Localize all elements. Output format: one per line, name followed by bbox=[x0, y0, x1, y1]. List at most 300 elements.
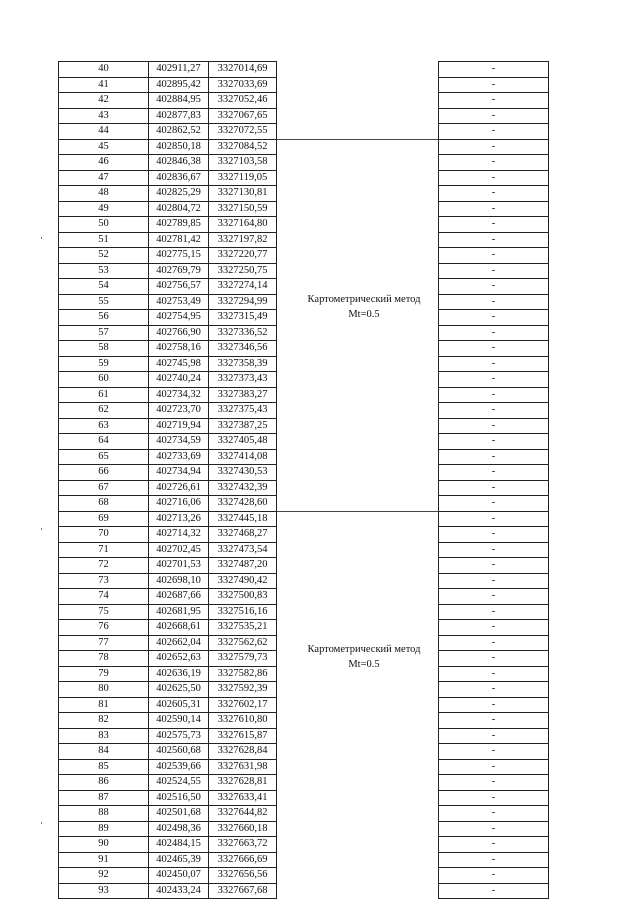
accuracy-cell: - bbox=[439, 697, 549, 713]
accuracy-cell: - bbox=[439, 837, 549, 853]
point-number-cell: 55 bbox=[59, 294, 149, 310]
point-number-cell: 59 bbox=[59, 356, 149, 372]
table-row bbox=[59, 868, 549, 884]
x-coordinate-cell: 402652,63 bbox=[149, 651, 209, 667]
x-coordinate-cell: 402687,66 bbox=[149, 589, 209, 605]
accuracy-cell: - bbox=[439, 480, 549, 496]
method-cell bbox=[277, 248, 439, 264]
point-number-cell: 52 bbox=[59, 248, 149, 264]
y-coordinate-cell: 3327628,84 bbox=[209, 744, 277, 760]
point-number-cell: 49 bbox=[59, 201, 149, 217]
y-coordinate-cell: 3327473,54 bbox=[209, 542, 277, 558]
table-row bbox=[59, 186, 549, 202]
table-row bbox=[59, 387, 549, 403]
accuracy-cell: - bbox=[439, 790, 549, 806]
table-row bbox=[59, 573, 549, 589]
point-number-cell: 89 bbox=[59, 821, 149, 837]
point-number-cell: 41 bbox=[59, 77, 149, 93]
coordinates-table bbox=[58, 61, 549, 899]
point-number-cell: 80 bbox=[59, 682, 149, 698]
accuracy-cell: - bbox=[439, 573, 549, 589]
method-cell bbox=[277, 682, 439, 698]
method-cell bbox=[277, 263, 439, 279]
point-number-cell: 86 bbox=[59, 775, 149, 791]
accuracy-cell: - bbox=[439, 403, 549, 419]
method-cell bbox=[277, 139, 439, 155]
scan-speck bbox=[41, 237, 42, 239]
accuracy-cell: - bbox=[439, 325, 549, 341]
accuracy-cell: - bbox=[439, 883, 549, 899]
table-row bbox=[59, 465, 549, 481]
point-number-cell: 50 bbox=[59, 217, 149, 233]
point-number-cell: 43 bbox=[59, 108, 149, 124]
accuracy-cell: - bbox=[439, 465, 549, 481]
y-coordinate-cell: 3327358,39 bbox=[209, 356, 277, 372]
method-cell bbox=[277, 496, 439, 512]
x-coordinate-cell: 402524,55 bbox=[149, 775, 209, 791]
table-row bbox=[59, 790, 549, 806]
x-coordinate-cell: 402723,70 bbox=[149, 403, 209, 419]
table-row bbox=[59, 496, 549, 512]
x-coordinate-cell: 402734,94 bbox=[149, 465, 209, 481]
y-coordinate-cell: 3327315,49 bbox=[209, 310, 277, 326]
accuracy-cell: - bbox=[439, 806, 549, 822]
table-row bbox=[59, 558, 549, 574]
y-coordinate-cell: 3327592,39 bbox=[209, 682, 277, 698]
method-cell bbox=[277, 759, 439, 775]
point-number-cell: 72 bbox=[59, 558, 149, 574]
y-coordinate-cell: 3327164,80 bbox=[209, 217, 277, 233]
method-cell bbox=[277, 325, 439, 341]
y-coordinate-cell: 3327067,65 bbox=[209, 108, 277, 124]
method-cell bbox=[277, 790, 439, 806]
method-cell bbox=[277, 449, 439, 465]
x-coordinate-cell: 402605,31 bbox=[149, 697, 209, 713]
scan-speck bbox=[41, 528, 42, 530]
table-row bbox=[59, 62, 549, 78]
y-coordinate-cell: 3327150,59 bbox=[209, 201, 277, 217]
accuracy-cell: - bbox=[439, 589, 549, 605]
point-number-cell: 81 bbox=[59, 697, 149, 713]
x-coordinate-cell: 402769,79 bbox=[149, 263, 209, 279]
method-cell bbox=[277, 418, 439, 434]
x-coordinate-cell: 402450,07 bbox=[149, 868, 209, 884]
x-coordinate-cell: 402825,29 bbox=[149, 186, 209, 202]
y-coordinate-cell: 3327445,18 bbox=[209, 511, 277, 527]
y-coordinate-cell: 3327336,52 bbox=[209, 325, 277, 341]
point-number-cell: 53 bbox=[59, 263, 149, 279]
table-row bbox=[59, 713, 549, 729]
x-coordinate-cell: 402719,94 bbox=[149, 418, 209, 434]
point-number-cell: 92 bbox=[59, 868, 149, 884]
method-cell bbox=[277, 124, 439, 140]
y-coordinate-cell: 3327033,69 bbox=[209, 77, 277, 93]
point-number-cell: 54 bbox=[59, 279, 149, 295]
x-coordinate-cell: 402846,38 bbox=[149, 155, 209, 171]
accuracy-cell: - bbox=[439, 93, 549, 109]
table-row bbox=[59, 589, 549, 605]
accuracy-cell: - bbox=[439, 356, 549, 372]
point-number-cell: 69 bbox=[59, 511, 149, 527]
method-cell bbox=[277, 62, 439, 78]
y-coordinate-cell: 3327628,81 bbox=[209, 775, 277, 791]
accuracy-cell: - bbox=[439, 651, 549, 667]
y-coordinate-cell: 3327579,73 bbox=[209, 651, 277, 667]
point-number-cell: 58 bbox=[59, 341, 149, 357]
method-label-2 bbox=[290, 642, 438, 672]
method-cell bbox=[277, 883, 439, 899]
x-coordinate-cell: 402753,49 bbox=[149, 294, 209, 310]
method-cell bbox=[277, 697, 439, 713]
accuracy-cell: - bbox=[439, 124, 549, 140]
table-row bbox=[59, 480, 549, 496]
accuracy-cell: - bbox=[439, 279, 549, 295]
x-coordinate-cell: 402911,27 bbox=[149, 62, 209, 78]
accuracy-cell: - bbox=[439, 217, 549, 233]
method-cell bbox=[277, 821, 439, 837]
accuracy-cell: - bbox=[439, 62, 549, 78]
accuracy-cell: - bbox=[439, 232, 549, 248]
x-coordinate-cell: 402560,68 bbox=[149, 744, 209, 760]
table-row bbox=[59, 775, 549, 791]
accuracy-cell: - bbox=[439, 108, 549, 124]
x-coordinate-cell: 402734,32 bbox=[149, 387, 209, 403]
table-row bbox=[59, 248, 549, 264]
y-coordinate-cell: 3327414,08 bbox=[209, 449, 277, 465]
x-coordinate-cell: 402636,19 bbox=[149, 666, 209, 682]
x-coordinate-cell: 402754,95 bbox=[149, 310, 209, 326]
accuracy-cell: - bbox=[439, 713, 549, 729]
accuracy-cell: - bbox=[439, 496, 549, 512]
accuracy-cell: - bbox=[439, 728, 549, 744]
coordinates-table-body bbox=[59, 62, 549, 899]
y-coordinate-cell: 3327644,82 bbox=[209, 806, 277, 822]
accuracy-cell: - bbox=[439, 744, 549, 760]
y-coordinate-cell: 3327130,81 bbox=[209, 186, 277, 202]
point-number-cell: 90 bbox=[59, 837, 149, 853]
x-coordinate-cell: 402877,83 bbox=[149, 108, 209, 124]
method-cell bbox=[277, 806, 439, 822]
y-coordinate-cell: 3327602,17 bbox=[209, 697, 277, 713]
y-coordinate-cell: 3327615,87 bbox=[209, 728, 277, 744]
table-row bbox=[59, 108, 549, 124]
accuracy-cell: - bbox=[439, 666, 549, 682]
accuracy-cell: - bbox=[439, 852, 549, 868]
point-number-cell: 87 bbox=[59, 790, 149, 806]
table-row bbox=[59, 883, 549, 899]
method-cell bbox=[277, 744, 439, 760]
table-row bbox=[59, 217, 549, 233]
method-label-1 bbox=[290, 292, 438, 322]
accuracy-cell: - bbox=[439, 155, 549, 171]
x-coordinate-cell: 402726,61 bbox=[149, 480, 209, 496]
accuracy-cell: - bbox=[439, 418, 549, 434]
y-coordinate-cell: 3327631,98 bbox=[209, 759, 277, 775]
method-cell bbox=[277, 403, 439, 419]
x-coordinate-cell: 402740,24 bbox=[149, 372, 209, 388]
method-cell bbox=[277, 775, 439, 791]
method-cell bbox=[277, 837, 439, 853]
table-row bbox=[59, 124, 549, 140]
point-number-cell: 71 bbox=[59, 542, 149, 558]
accuracy-cell: - bbox=[439, 635, 549, 651]
y-coordinate-cell: 3327072,55 bbox=[209, 124, 277, 140]
point-number-cell: 73 bbox=[59, 573, 149, 589]
accuracy-cell: - bbox=[439, 186, 549, 202]
point-number-cell: 84 bbox=[59, 744, 149, 760]
y-coordinate-cell: 3327667,68 bbox=[209, 883, 277, 899]
accuracy-cell: - bbox=[439, 775, 549, 791]
accuracy-cell: - bbox=[439, 341, 549, 357]
x-coordinate-cell: 402433,24 bbox=[149, 883, 209, 899]
table-row bbox=[59, 93, 549, 109]
y-coordinate-cell: 3327220,77 bbox=[209, 248, 277, 264]
method-cell bbox=[277, 232, 439, 248]
y-coordinate-cell: 3327430,53 bbox=[209, 465, 277, 481]
method-cell bbox=[277, 77, 439, 93]
point-number-cell: 61 bbox=[59, 387, 149, 403]
x-coordinate-cell: 402756,57 bbox=[149, 279, 209, 295]
accuracy-cell: - bbox=[439, 263, 549, 279]
accuracy-cell: - bbox=[439, 682, 549, 698]
x-coordinate-cell: 402745,98 bbox=[149, 356, 209, 372]
table-row bbox=[59, 852, 549, 868]
scan-speck bbox=[41, 822, 42, 824]
accuracy-cell: - bbox=[439, 511, 549, 527]
point-number-cell: 66 bbox=[59, 465, 149, 481]
table-row bbox=[59, 155, 549, 171]
method-label-1-line1: Картометрический метод bbox=[307, 294, 421, 305]
table-row bbox=[59, 682, 549, 698]
accuracy-cell: - bbox=[439, 387, 549, 403]
method-label-2-line1: Картометрический метод bbox=[307, 644, 421, 655]
table-row bbox=[59, 139, 549, 155]
point-number-cell: 42 bbox=[59, 93, 149, 109]
point-number-cell: 93 bbox=[59, 883, 149, 899]
accuracy-cell: - bbox=[439, 542, 549, 558]
accuracy-cell: - bbox=[439, 868, 549, 884]
accuracy-cell: - bbox=[439, 620, 549, 636]
method-cell bbox=[277, 589, 439, 605]
x-coordinate-cell: 402895,42 bbox=[149, 77, 209, 93]
method-cell bbox=[277, 155, 439, 171]
table-row bbox=[59, 837, 549, 853]
method-cell bbox=[277, 372, 439, 388]
accuracy-cell: - bbox=[439, 449, 549, 465]
accuracy-cell: - bbox=[439, 372, 549, 388]
x-coordinate-cell: 402804,72 bbox=[149, 201, 209, 217]
point-number-cell: 51 bbox=[59, 232, 149, 248]
point-number-cell: 56 bbox=[59, 310, 149, 326]
method-cell bbox=[277, 558, 439, 574]
accuracy-cell: - bbox=[439, 170, 549, 186]
method-cell bbox=[277, 170, 439, 186]
point-number-cell: 63 bbox=[59, 418, 149, 434]
y-coordinate-cell: 3327500,83 bbox=[209, 589, 277, 605]
y-coordinate-cell: 3327014,69 bbox=[209, 62, 277, 78]
x-coordinate-cell: 402781,42 bbox=[149, 232, 209, 248]
method-cell bbox=[277, 604, 439, 620]
method-cell bbox=[277, 465, 439, 481]
method-cell bbox=[277, 356, 439, 372]
x-coordinate-cell: 402498,36 bbox=[149, 821, 209, 837]
accuracy-cell: - bbox=[439, 558, 549, 574]
table-row bbox=[59, 759, 549, 775]
x-coordinate-cell: 402702,45 bbox=[149, 542, 209, 558]
y-coordinate-cell: 3327405,48 bbox=[209, 434, 277, 450]
accuracy-cell: - bbox=[439, 604, 549, 620]
x-coordinate-cell: 402775,15 bbox=[149, 248, 209, 264]
y-coordinate-cell: 3327084,52 bbox=[209, 139, 277, 155]
table-row bbox=[59, 604, 549, 620]
table-row bbox=[59, 232, 549, 248]
table-row bbox=[59, 620, 549, 636]
y-coordinate-cell: 3327432,39 bbox=[209, 480, 277, 496]
point-number-cell: 85 bbox=[59, 759, 149, 775]
x-coordinate-cell: 402884,95 bbox=[149, 93, 209, 109]
table-row bbox=[59, 806, 549, 822]
y-coordinate-cell: 3327274,14 bbox=[209, 279, 277, 295]
table-row bbox=[59, 341, 549, 357]
x-coordinate-cell: 402662,04 bbox=[149, 635, 209, 651]
y-coordinate-cell: 3327373,43 bbox=[209, 372, 277, 388]
method-cell bbox=[277, 434, 439, 450]
table-row bbox=[59, 201, 549, 217]
accuracy-cell: - bbox=[439, 139, 549, 155]
x-coordinate-cell: 402575,73 bbox=[149, 728, 209, 744]
point-number-cell: 68 bbox=[59, 496, 149, 512]
y-coordinate-cell: 3327660,18 bbox=[209, 821, 277, 837]
method-cell bbox=[277, 728, 439, 744]
point-number-cell: 46 bbox=[59, 155, 149, 171]
point-number-cell: 77 bbox=[59, 635, 149, 651]
table-row bbox=[59, 744, 549, 760]
method-cell bbox=[277, 620, 439, 636]
accuracy-cell: - bbox=[439, 201, 549, 217]
point-number-cell: 64 bbox=[59, 434, 149, 450]
accuracy-cell: - bbox=[439, 434, 549, 450]
y-coordinate-cell: 3327663,72 bbox=[209, 837, 277, 853]
method-cell bbox=[277, 480, 439, 496]
table-row bbox=[59, 697, 549, 713]
x-coordinate-cell: 402789,85 bbox=[149, 217, 209, 233]
y-coordinate-cell: 3327562,62 bbox=[209, 635, 277, 651]
accuracy-cell: - bbox=[439, 77, 549, 93]
method-label-1-line2: Mt=0.5 bbox=[348, 309, 380, 320]
x-coordinate-cell: 402668,61 bbox=[149, 620, 209, 636]
x-coordinate-cell: 402465,39 bbox=[149, 852, 209, 868]
y-coordinate-cell: 3327375,43 bbox=[209, 403, 277, 419]
x-coordinate-cell: 402836,67 bbox=[149, 170, 209, 186]
point-number-cell: 65 bbox=[59, 449, 149, 465]
table-row bbox=[59, 356, 549, 372]
table-row bbox=[59, 77, 549, 93]
y-coordinate-cell: 3327610,80 bbox=[209, 713, 277, 729]
x-coordinate-cell: 402850,18 bbox=[149, 139, 209, 155]
accuracy-cell: - bbox=[439, 294, 549, 310]
y-coordinate-cell: 3327490,42 bbox=[209, 573, 277, 589]
point-number-cell: 45 bbox=[59, 139, 149, 155]
method-cell bbox=[277, 511, 439, 527]
point-number-cell: 91 bbox=[59, 852, 149, 868]
x-coordinate-cell: 402716,06 bbox=[149, 496, 209, 512]
method-cell bbox=[277, 201, 439, 217]
point-number-cell: 79 bbox=[59, 666, 149, 682]
y-coordinate-cell: 3327103,58 bbox=[209, 155, 277, 171]
x-coordinate-cell: 402681,95 bbox=[149, 604, 209, 620]
x-coordinate-cell: 402484,15 bbox=[149, 837, 209, 853]
table-row bbox=[59, 325, 549, 341]
method-cell bbox=[277, 852, 439, 868]
x-coordinate-cell: 402516,50 bbox=[149, 790, 209, 806]
method-cell bbox=[277, 868, 439, 884]
y-coordinate-cell: 3327428,60 bbox=[209, 496, 277, 512]
x-coordinate-cell: 402713,26 bbox=[149, 511, 209, 527]
point-number-cell: 44 bbox=[59, 124, 149, 140]
y-coordinate-cell: 3327487,20 bbox=[209, 558, 277, 574]
y-coordinate-cell: 3327468,27 bbox=[209, 527, 277, 543]
point-number-cell: 67 bbox=[59, 480, 149, 496]
table-row bbox=[59, 542, 549, 558]
table-row bbox=[59, 170, 549, 186]
point-number-cell: 48 bbox=[59, 186, 149, 202]
table-row bbox=[59, 403, 549, 419]
y-coordinate-cell: 3327666,69 bbox=[209, 852, 277, 868]
x-coordinate-cell: 402539,66 bbox=[149, 759, 209, 775]
method-label-2-line2: Mt=0.5 bbox=[348, 659, 380, 670]
x-coordinate-cell: 402701,53 bbox=[149, 558, 209, 574]
x-coordinate-cell: 402733,69 bbox=[149, 449, 209, 465]
table-row bbox=[59, 527, 549, 543]
y-coordinate-cell: 3327387,25 bbox=[209, 418, 277, 434]
point-number-cell: 76 bbox=[59, 620, 149, 636]
point-number-cell: 62 bbox=[59, 403, 149, 419]
y-coordinate-cell: 3327535,21 bbox=[209, 620, 277, 636]
x-coordinate-cell: 402625,50 bbox=[149, 682, 209, 698]
x-coordinate-cell: 402501,68 bbox=[149, 806, 209, 822]
point-number-cell: 40 bbox=[59, 62, 149, 78]
table-row bbox=[59, 263, 549, 279]
x-coordinate-cell: 402698,10 bbox=[149, 573, 209, 589]
y-coordinate-cell: 3327582,86 bbox=[209, 666, 277, 682]
accuracy-cell: - bbox=[439, 759, 549, 775]
point-number-cell: 75 bbox=[59, 604, 149, 620]
y-coordinate-cell: 3327119,05 bbox=[209, 170, 277, 186]
y-coordinate-cell: 3327250,75 bbox=[209, 263, 277, 279]
method-cell bbox=[277, 341, 439, 357]
x-coordinate-cell: 402714,32 bbox=[149, 527, 209, 543]
method-cell bbox=[277, 93, 439, 109]
y-coordinate-cell: 3327383,27 bbox=[209, 387, 277, 403]
point-number-cell: 70 bbox=[59, 527, 149, 543]
point-number-cell: 88 bbox=[59, 806, 149, 822]
y-coordinate-cell: 3327197,82 bbox=[209, 232, 277, 248]
x-coordinate-cell: 402758,16 bbox=[149, 341, 209, 357]
x-coordinate-cell: 402766,90 bbox=[149, 325, 209, 341]
table-row bbox=[59, 372, 549, 388]
method-cell bbox=[277, 217, 439, 233]
method-cell bbox=[277, 573, 439, 589]
y-coordinate-cell: 3327052,46 bbox=[209, 93, 277, 109]
accuracy-cell: - bbox=[439, 527, 549, 543]
point-number-cell: 82 bbox=[59, 713, 149, 729]
method-cell bbox=[277, 387, 439, 403]
method-cell bbox=[277, 542, 439, 558]
method-cell bbox=[277, 527, 439, 543]
point-number-cell: 57 bbox=[59, 325, 149, 341]
table-row bbox=[59, 728, 549, 744]
point-number-cell: 60 bbox=[59, 372, 149, 388]
